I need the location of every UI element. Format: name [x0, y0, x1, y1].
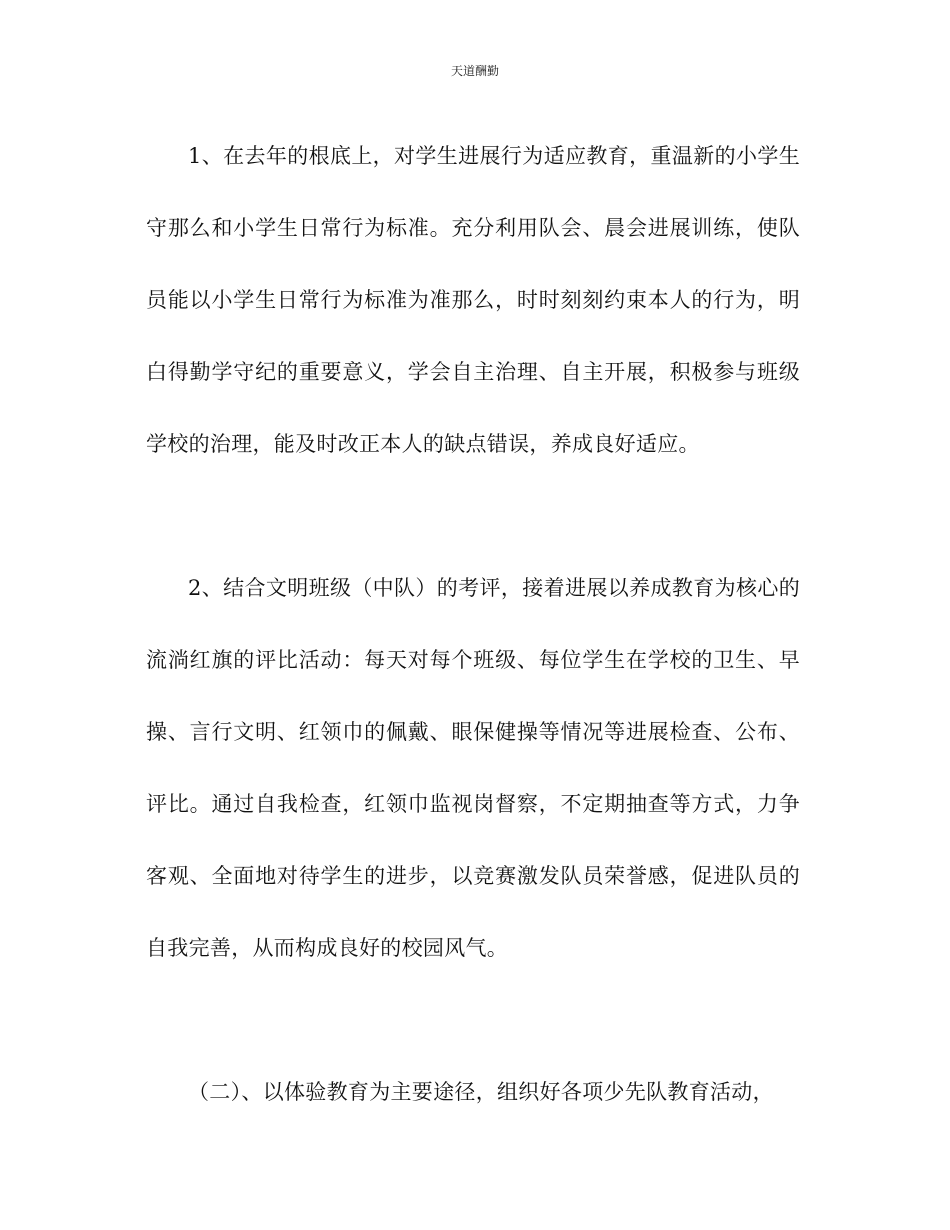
page-header: 天道酬勤: [450, 64, 499, 78]
paragraph-behavior-education: 1、在去年的根底上，对学生进展行为适应教育，重温新的小学生守那么和小学生日常行为标准。充分利用队会、晨会进展训练，使队员能以小学生日常行为标准为准那么，时时刻刻约束本人的行为，明白得勤学守纪的重要意义，学会自主治理、自主开展，积极参与班级学校的治理，能及时改正本人的缺点错误，养成良好适应。: [146, 144, 800, 456]
paragraph-civilized-class-evaluation: 2、结合文明班级（中队）的考评，接着进展以养成教育为核心的流淌红旗的评比活动：每天对每个班级、每位学生在学校的卫生、早操、言行文明、红领巾的佩戴、眼保健操等情况等进展检查、公布、评比。通过自我检查，红领巾监视岗督察，不定期抽查等方式，力争客观、全面地对待学生的进步，以竞赛激发队员荣誉感，促进队员的自我完善，从而构成良好的校园风气。: [146, 576, 800, 960]
paragraph-experience-education: （二）、以体验教育为主要途径，组织好各项少先队教育活动，: [188, 1080, 774, 1104]
document-body: [146, 120, 800, 1128]
